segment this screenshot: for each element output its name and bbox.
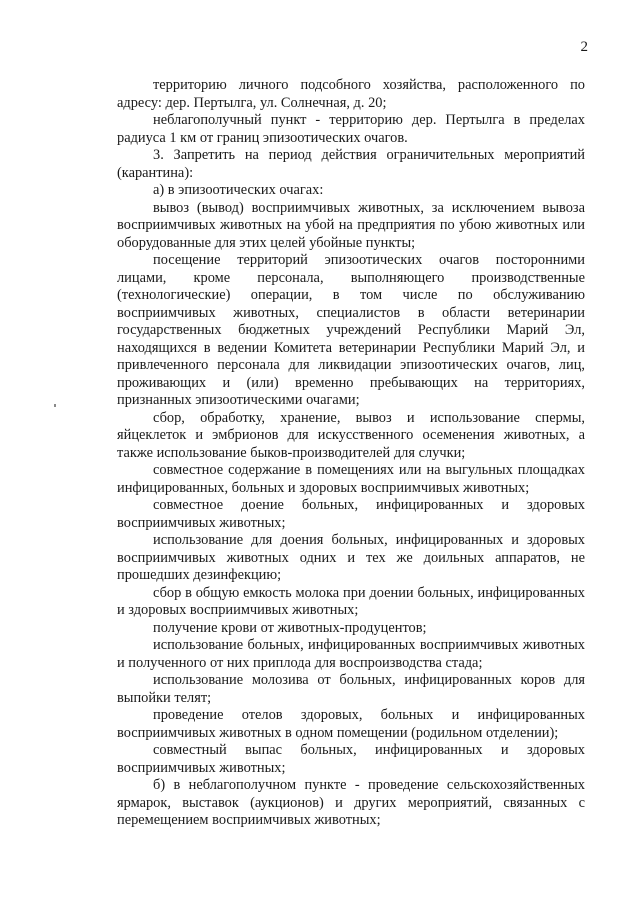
paragraph-joint-milking: совместное доение больных, инфицированных и здоровых восприимчивых животных; <box>117 497 585 531</box>
paragraph-joint-keeping: совместное содержание в помещениях или на выгульных площадках инфицированных, больных и здоровых восприимчивых животных; <box>117 462 585 496</box>
paragraph-section-3: 3. Запретить на период действия ограничительных мероприятий (карантина): <box>117 147 585 181</box>
paragraph-subsection-b: б) в неблагополучном пункте - проведение сельскохозяйственных ярмарок, выставок (аукционов) и других мероприятий, связанных с перемещением восприимчивых животных; <box>117 777 585 828</box>
paragraph-export-animals: вывоз (вывод) восприимчивых животных, за исключением вывоза восприимчивых животных на убой на предприятия по убою животных или оборудованные для этих целей убойные пункты; <box>117 199 585 251</box>
paragraph-milking-machines: использование для доения больных, инфицированных и здоровых восприимчивых животных одних и тех же доильных аппаратов, не прошедших дезинфекцию; <box>117 532 585 583</box>
paragraph-unfavorable-point: неблагополучный пункт - территорию дер. Пертылга в пределах радиуса 1 км от границ эпизоотических очагов. <box>117 112 585 146</box>
page-number: 2 <box>580 39 588 55</box>
paragraph-calving: проведение отелов здоровых, больных и инфицированных восприимчивых животных в одном помещении (родильном отделении); <box>117 707 585 741</box>
paragraph-herd-reproduction: использование больных, инфицированных восприимчивых животных и полученного от них приплода для воспроизводства стада; <box>117 637 585 671</box>
scan-artifact-dot <box>54 404 56 407</box>
paragraph-milk-collection: сбор в общую емкость молока при доении больных, инфицированных и здоровых восприимчивых животных; <box>117 584 585 618</box>
paragraph-joint-grazing: совместный выпас больных, инфицированных и здоровых восприимчивых животных; <box>117 742 585 776</box>
paragraph-blood-collection: получение крови от животных-продуцентов; <box>153 619 427 636</box>
paragraph-sperm-collection: сбор, обработку, хранение, вывоз и использование спермы, яйцеклеток и эмбрионов для искусственного осеменения животных, а также использование быков-производителей для случки; <box>117 409 585 461</box>
document-body <box>117 77 585 830</box>
paragraph-subsection-a: а) в эпизоотических очагах: <box>153 182 324 198</box>
paragraph-colostrum: использование молозива от больных, инфицированных коров для выпойки телят; <box>117 672 585 706</box>
paragraph-visiting-territories: посещение территорий эпизоотических очагов посторонними лицами, кроме персонала, выполняющего производственные (технологические) операции, в том числе по обслуживанию восприимчивых животных, специалистов в области ветеринарии государственных бюджетных учреждений Республики Марий Эл, находящихся в ведении Комитета ветеринарии Республики Марий Эл, и привлеченного персонала для ликвидации эпизоотических очагов, лиц, проживающих и (или) временно пребывающих на территориях, признанных эпизоотическими очагами; <box>117 252 585 408</box>
paragraph-household-territory: территорию личного подсобного хозяйства, расположенного по адресу: дер. Пертылга, ул. Солнечная, д. 20; <box>117 77 585 111</box>
